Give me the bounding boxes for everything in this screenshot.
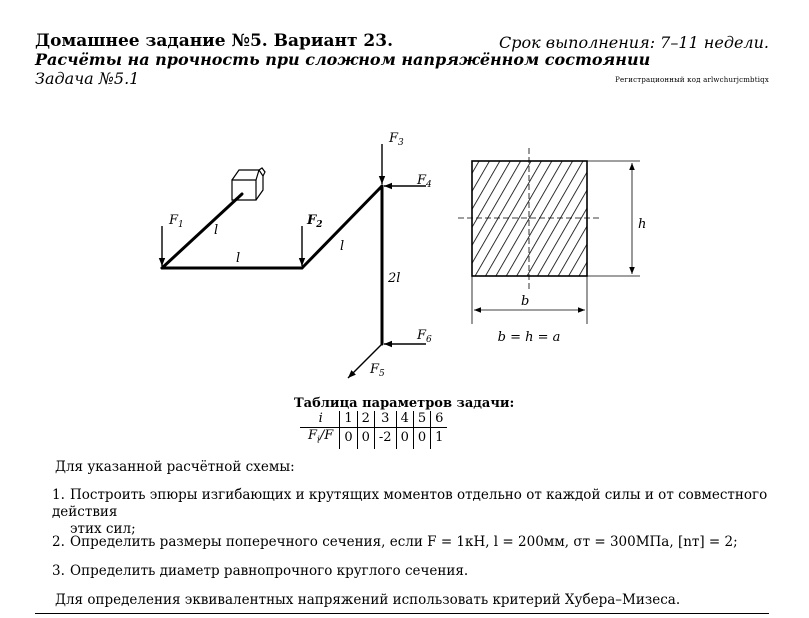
table-cell: 2 xyxy=(357,411,374,428)
table-cell: 1 xyxy=(340,411,357,428)
label-section-equation: b = h = a xyxy=(497,330,561,345)
label-b: b xyxy=(521,294,530,309)
list-item-2 xyxy=(52,534,777,551)
row-label-i: i xyxy=(318,411,323,426)
label-f6: $F_6$ xyxy=(417,328,432,345)
parameters-table xyxy=(300,411,447,449)
label-2l: 2l xyxy=(388,271,401,286)
table-cell: 0 xyxy=(396,428,413,449)
registration-code: Регистрационный код arlwchurjcmbtiqx xyxy=(615,76,769,84)
label-f2: $F_2$ xyxy=(307,213,323,230)
table-cell: 3 xyxy=(374,411,396,428)
label-l-horizontal: l xyxy=(236,251,241,266)
table-row-index xyxy=(300,411,447,428)
cross-section xyxy=(458,148,646,345)
list-item-number: 3. xyxy=(52,563,65,579)
label-f4: $F_4$ xyxy=(417,173,432,190)
page-title: Домашнее задание №5. Вариант 23. xyxy=(35,31,394,51)
label-f1: $F_1$ xyxy=(169,213,184,230)
list-item-number: 1. xyxy=(52,487,65,503)
table-cell: -2 xyxy=(374,428,396,449)
criterion-note: Для определения эквивалентных напряжений использовать критерий Хубера–Мизеса. xyxy=(55,592,681,608)
table-row-values xyxy=(300,428,447,449)
label-f3: $F_3$ xyxy=(389,131,404,148)
table-cell: 6 xyxy=(431,411,448,428)
label-h: h xyxy=(638,217,647,232)
table-caption: Таблица параметров задачи: xyxy=(294,396,515,411)
frame xyxy=(162,186,382,344)
label-l-diag1: l xyxy=(214,223,219,238)
list-item-number: 2. xyxy=(52,534,65,550)
list-item-text: Построить эпюры изгибающих и крутящих моментов отдельно от каждой силы и от совместного действия xyxy=(52,487,768,520)
table-cell: 4 xyxy=(396,411,413,428)
member-diag-1 xyxy=(162,194,242,268)
list-item-3 xyxy=(52,563,777,580)
list-item-text: Определить диаметр равнопрочного круглого сечения. xyxy=(70,563,469,579)
page-subtitle: Расчёты на прочность при сложном напряжённом состоянии xyxy=(35,50,651,69)
support-block xyxy=(232,168,265,200)
list-item-text: Определить размеры поперечного сечения, если F = 1кН, l = 200мм, σт = 300МПа, [nт] = 2; xyxy=(70,534,738,550)
bottom-divider xyxy=(35,613,769,614)
label-l-diag2: l xyxy=(340,239,345,254)
list-item-text-continuation: этих сил; xyxy=(70,521,136,537)
table-cell: 1 xyxy=(431,428,448,449)
intro-text: Для указанной расчётной схемы: xyxy=(55,459,295,475)
table-cell: 0 xyxy=(357,428,374,449)
table-cell: 5 xyxy=(413,411,430,428)
table-cell: 0 xyxy=(340,428,357,449)
table-cell: 0 xyxy=(413,428,430,449)
row-label-fi-f: $F_i/F$ xyxy=(300,428,340,449)
deadline-text: Срок выполнения: 7–11 недели. xyxy=(499,33,769,52)
label-f5: $F_5$ xyxy=(370,362,385,379)
task-number: Задача №5.1 xyxy=(35,69,140,88)
list-item-1 xyxy=(52,487,777,538)
